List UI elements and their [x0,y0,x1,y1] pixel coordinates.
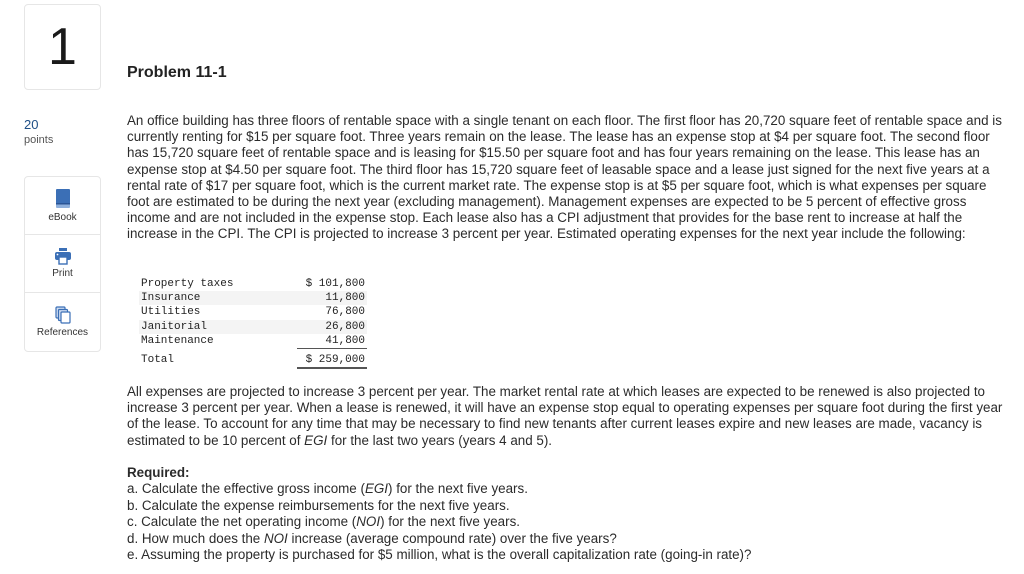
book-icon [55,189,71,209]
points-info [24,117,53,147]
required-section [127,465,1003,563]
points-label: points [24,134,54,146]
item-text: ) for the next five years. [380,514,520,530]
total-label: Total [139,348,297,368]
references-label: References [36,327,89,338]
problem-paragraph-2 [127,384,1003,449]
expense-label: Insurance [139,291,297,305]
table-row [139,305,367,319]
required-item-d [127,531,1003,547]
expense-label: Maintenance [141,335,214,347]
tools-panel [24,176,101,352]
question-number: 1 [48,18,77,76]
question-number-box [24,4,101,90]
expense-value: 11,800 [297,291,367,305]
paragraph-emphasis: EGI [304,432,328,448]
item-text: increase (average compound rate) over the five years? [287,530,617,546]
item-text: d. How much does the [127,530,264,546]
item-text: b. Calculate the expense reimbursements for the next five years. [127,497,510,513]
item-text: c. Calculate the net operating income ( [127,514,357,530]
expense-label: Utilities [141,306,201,319]
required-item-c [127,514,1003,530]
expense-value: 26,800 [297,320,367,334]
expense-value: 76,800 [325,306,365,319]
required-item-e [127,547,1003,563]
printer-icon [54,248,72,265]
table-row [139,334,367,349]
paragraph-text: for the last two years (years 4 and 5). [327,432,553,448]
copies-icon [55,306,71,324]
item-text: ) for the next five years. [388,481,528,497]
problem-paragraph-1: An office building has three floors of rentable space with a single tenant on each floor. The first floor has 20,720 square feet of rentable space and is currently renting for $15 per square foot. Three years remain on the lease. The lease has an expense stop at $4 per square foot. The second floor has 15,720 square feet of rentable space and is leasing for $15.50 per square foot and has four years remaining on the lease. This lease has an expense stop at $4.50 per square foot. The third floor has 15,720 square feet of leasable space and a lease just signed for the next five years at a rental rate of $17 per square foot, which is the current market rate. The expense stop is at $5 per square foot, which is what expenses per square foot are estimated to be during the next year (excluding management). Management expenses are expected to be 5 percent of effective gross income and are not included in the expense stop. Each lease also has a CPI adjustment that provides for the base rent to increase at half the increase in the CPI. The CPI is projected to increase 3 percent per year. Estimated operating expenses for the next year include the following: [127,113,1002,242]
operating-expenses-table [139,277,367,369]
references-button[interactable] [25,293,100,351]
table-row [139,277,367,291]
item-emphasis: EGI [364,481,389,497]
points-value: 20 [24,117,39,132]
print-label: Print [52,268,73,279]
table-total-row [139,348,367,368]
total-value: $ 259,000 [297,348,367,368]
expense-value: $ 101,800 [305,278,365,291]
expense-value: 41,800 [297,334,367,349]
table-row [139,291,367,305]
item-text: e. Assuming the property is purchased for $5 million, what is the overall capitalization rate (going-in rate)? [127,547,752,563]
item-emphasis: NOI [263,530,288,546]
item-emphasis: NOI [356,514,381,530]
paragraph-text: All expenses are projected to increase 3 percent per year. The market rental rate at which leases are expected to be renewed is also projected to increase 3 percent per year. When a lease is renewed, it will have an expense stop equal to operating expenses per square foot during the first year of the lease. To account for any time that may be necessary to find new tenants after current leases expire and new leases are made, vacancy is estimated to be 10 percent of [127,384,1003,448]
ebook-label: eBook [48,211,77,223]
table-row [139,320,367,334]
expense-label: Janitorial [139,320,297,334]
item-text: a. Calculate the effective gross income ( [127,481,365,497]
required-title: Required: [127,465,190,480]
print-button[interactable] [25,235,100,293]
required-item-a [127,481,1003,497]
ebook-button[interactable] [25,177,100,235]
required-item-b [127,498,1003,514]
problem-title: Problem 11-1 [127,64,227,81]
expense-label: Property taxes [141,278,234,291]
